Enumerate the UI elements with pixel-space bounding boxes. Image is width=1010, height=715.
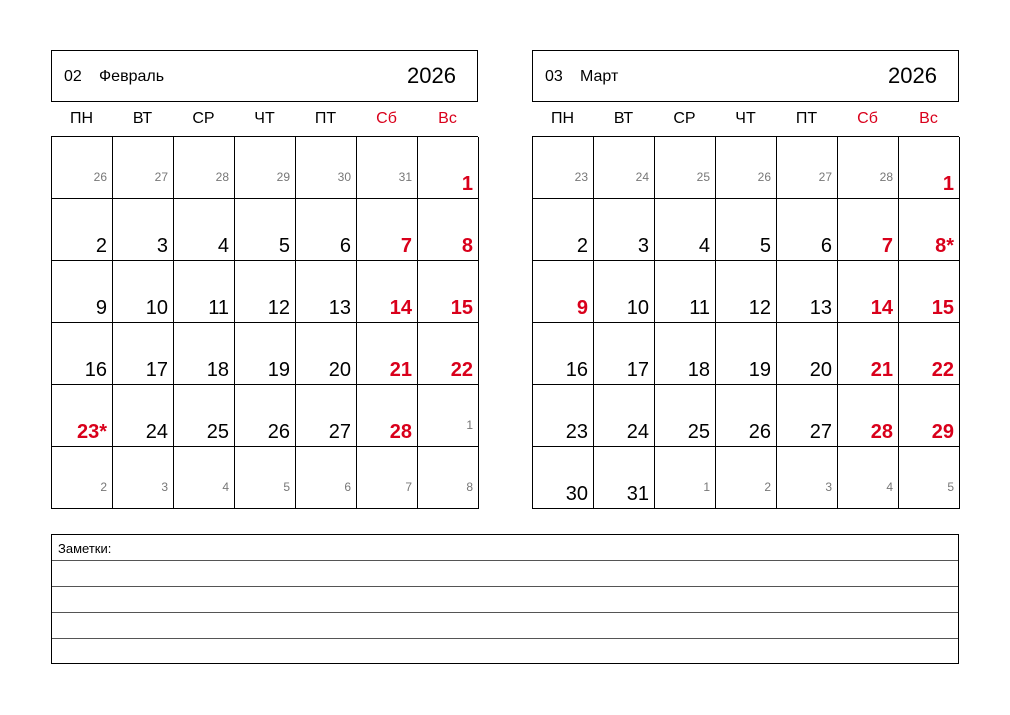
day-cell[interactable] [716, 385, 777, 447]
day-number: 6 [339, 235, 351, 257]
weekday-fri: ПТ [795, 110, 818, 127]
day-number: 2 [100, 480, 107, 494]
adjacent-month-day-cell[interactable] [655, 137, 716, 199]
day-number: 14 [389, 297, 412, 319]
month-name: Февраль [99, 68, 165, 85]
day-number: 28 [879, 170, 893, 184]
day-number: 3 [825, 480, 832, 494]
day-cell[interactable] [174, 199, 235, 261]
day-cell[interactable] [357, 261, 418, 323]
day-number: 25 [206, 421, 229, 443]
note-line [52, 638, 958, 639]
day-cell[interactable] [777, 385, 838, 447]
day-cell[interactable] [594, 385, 655, 447]
notes-box[interactable] [51, 534, 959, 664]
day-cell[interactable] [418, 137, 479, 199]
day-number: 26 [267, 421, 290, 443]
day-cell[interactable] [296, 261, 357, 323]
day-cell[interactable] [533, 261, 594, 323]
day-number: 5 [283, 480, 290, 494]
day-cell[interactable] [716, 261, 777, 323]
day-cell[interactable] [52, 261, 113, 323]
day-number: 10 [626, 297, 649, 319]
day-number: 16 [84, 359, 107, 381]
note-line [52, 586, 958, 587]
day-number: 28 [215, 170, 229, 184]
day-cell[interactable] [899, 137, 960, 199]
weekday-mon: ПН [69, 110, 94, 127]
day-cell[interactable] [533, 447, 594, 509]
day-number: 14 [870, 297, 893, 319]
day-number: 24 [145, 421, 168, 443]
month-year: 2026 [407, 63, 456, 88]
day-number: 2 [576, 235, 588, 257]
day-number: 25 [696, 170, 710, 184]
month-header [51, 50, 478, 102]
day-number: 8* [935, 235, 954, 257]
weekday-wed: СР [673, 110, 696, 127]
adjacent-month-day-cell[interactable] [777, 137, 838, 199]
day-cell[interactable] [296, 199, 357, 261]
day-cell[interactable] [533, 323, 594, 385]
day-cell[interactable] [899, 385, 960, 447]
weekday-sat: Сб [376, 110, 397, 127]
day-number: 25 [687, 421, 710, 443]
day-cell[interactable] [777, 323, 838, 385]
day-number: 31 [626, 483, 649, 505]
day-number: 11 [208, 297, 229, 319]
day-cell[interactable] [838, 199, 899, 261]
day-number: 4 [222, 480, 229, 494]
day-number: 24 [626, 421, 649, 443]
day-number: 3 [156, 235, 168, 257]
day-grid [51, 136, 478, 509]
day-number: 2 [95, 235, 107, 257]
weekday-tue: ВТ [613, 110, 634, 127]
weekday-sun: Вс [438, 110, 457, 127]
day-number: 18 [687, 359, 710, 381]
adjacent-month-day-cell[interactable] [594, 137, 655, 199]
day-number: 1 [461, 173, 473, 195]
day-cell[interactable] [716, 323, 777, 385]
day-number: 7 [400, 235, 412, 257]
day-number: 1 [466, 418, 473, 432]
day-number: 5 [278, 235, 290, 257]
day-number: 17 [626, 359, 649, 381]
day-number: 8 [466, 480, 473, 494]
adjacent-month-day-cell[interactable] [838, 447, 899, 509]
day-cell[interactable] [174, 323, 235, 385]
month-number: 02 [64, 68, 82, 85]
day-number: 8 [461, 235, 473, 257]
adjacent-month-day-cell[interactable] [52, 137, 113, 199]
day-cell[interactable] [594, 447, 655, 509]
day-cell[interactable] [296, 323, 357, 385]
month-year: 2026 [888, 63, 937, 88]
day-number: 27 [154, 170, 168, 184]
adjacent-month-day-cell[interactable] [113, 137, 174, 199]
day-number: 30 [337, 170, 351, 184]
adjacent-month-day-cell[interactable] [235, 447, 296, 509]
adjacent-month-day-cell[interactable] [357, 447, 418, 509]
day-number: 26 [748, 421, 771, 443]
day-number: 19 [267, 359, 290, 381]
day-cell[interactable] [357, 323, 418, 385]
day-number: 9 [576, 297, 588, 319]
day-cell[interactable] [235, 199, 296, 261]
day-cell[interactable] [357, 199, 418, 261]
day-cell[interactable] [113, 261, 174, 323]
day-number: 30 [565, 483, 588, 505]
day-number: 21 [870, 359, 893, 381]
day-number: 4 [698, 235, 710, 257]
adjacent-month-day-cell[interactable] [235, 137, 296, 199]
month-february [51, 50, 478, 509]
day-cell[interactable] [418, 323, 479, 385]
adjacent-month-day-cell[interactable] [838, 137, 899, 199]
weekday-sat: Сб [857, 110, 878, 127]
day-cell[interactable] [533, 385, 594, 447]
day-cell[interactable] [899, 261, 960, 323]
day-cell[interactable] [113, 323, 174, 385]
day-number: 11 [689, 297, 710, 319]
day-cell[interactable] [296, 385, 357, 447]
day-number: 29 [931, 421, 954, 443]
day-cell[interactable] [113, 385, 174, 447]
day-number: 22 [450, 359, 473, 381]
adjacent-month-day-cell[interactable] [716, 137, 777, 199]
day-cell[interactable] [899, 323, 960, 385]
note-line [52, 612, 958, 613]
adjacent-month-day-cell[interactable] [777, 447, 838, 509]
day-number: 7 [405, 480, 412, 494]
day-number: 23* [76, 421, 107, 443]
adjacent-month-day-cell[interactable] [174, 137, 235, 199]
day-number: 10 [145, 297, 168, 319]
adjacent-month-day-cell[interactable] [296, 447, 357, 509]
note-line [52, 560, 958, 561]
adjacent-month-day-cell[interactable] [113, 447, 174, 509]
weekday-thu: ЧТ [735, 110, 756, 127]
day-number: 6 [344, 480, 351, 494]
day-number: 9 [95, 297, 107, 319]
day-number: 16 [565, 359, 588, 381]
weekday-wed: СР [192, 110, 215, 127]
day-cell[interactable] [235, 385, 296, 447]
weekday-sun: Вс [919, 110, 938, 127]
day-cell[interactable] [655, 199, 716, 261]
day-number: 23 [574, 170, 588, 184]
adjacent-month-day-cell[interactable] [174, 447, 235, 509]
month-header [532, 50, 959, 102]
day-cell[interactable] [777, 199, 838, 261]
day-cell[interactable] [594, 199, 655, 261]
day-cell[interactable] [52, 385, 113, 447]
day-cell[interactable] [357, 385, 418, 447]
day-cell[interactable] [838, 323, 899, 385]
day-number: 27 [328, 421, 351, 443]
day-cell[interactable] [838, 385, 899, 447]
day-cell[interactable] [655, 323, 716, 385]
day-number: 19 [748, 359, 771, 381]
weekday-tue: ВТ [132, 110, 153, 127]
day-cell[interactable] [113, 199, 174, 261]
weekday-mon: ПН [550, 110, 575, 127]
day-number: 27 [818, 170, 832, 184]
month-march [532, 50, 959, 509]
day-number: 21 [389, 359, 412, 381]
day-number: 6 [820, 235, 832, 257]
weekday-fri: ПТ [314, 110, 337, 127]
adjacent-month-day-cell[interactable] [533, 137, 594, 199]
day-cell[interactable] [418, 261, 479, 323]
day-number: 15 [450, 297, 473, 319]
day-cell[interactable] [174, 261, 235, 323]
day-number: 3 [637, 235, 649, 257]
adjacent-month-day-cell[interactable] [899, 447, 960, 509]
day-cell[interactable] [594, 323, 655, 385]
day-number: 28 [870, 421, 893, 443]
day-number: 1 [942, 173, 954, 195]
day-cell[interactable] [418, 199, 479, 261]
day-number: 20 [809, 359, 832, 381]
day-number: 4 [217, 235, 229, 257]
day-cell[interactable] [52, 199, 113, 261]
day-cell[interactable] [899, 199, 960, 261]
day-number: 23 [565, 421, 588, 443]
month-name: Март [580, 68, 619, 85]
day-number: 13 [809, 297, 832, 319]
day-cell[interactable] [655, 261, 716, 323]
day-number: 22 [931, 359, 954, 381]
day-cell[interactable] [235, 323, 296, 385]
adjacent-month-day-cell[interactable] [418, 447, 479, 509]
day-number: 29 [276, 170, 290, 184]
day-number: 1 [703, 480, 710, 494]
day-cell[interactable] [52, 323, 113, 385]
weekday-thu: ЧТ [254, 110, 275, 127]
day-number: 26 [93, 170, 107, 184]
day-number: 24 [635, 170, 649, 184]
adjacent-month-day-cell[interactable] [52, 447, 113, 509]
day-number: 26 [757, 170, 771, 184]
day-number: 2 [764, 480, 771, 494]
adjacent-month-day-cell[interactable] [418, 385, 479, 447]
day-number: 12 [748, 297, 771, 319]
day-number: 3 [161, 480, 168, 494]
day-cell[interactable] [716, 199, 777, 261]
day-cell[interactable] [655, 385, 716, 447]
day-cell[interactable] [777, 261, 838, 323]
day-number: 31 [398, 170, 412, 184]
weekday-row [51, 102, 478, 136]
day-number: 20 [328, 359, 351, 381]
month-number: 03 [545, 68, 563, 85]
adjacent-month-day-cell[interactable] [655, 447, 716, 509]
day-number: 28 [389, 421, 412, 443]
day-grid [532, 136, 959, 509]
day-cell[interactable] [533, 199, 594, 261]
day-cell[interactable] [838, 261, 899, 323]
day-number: 17 [145, 359, 168, 381]
day-number: 18 [206, 359, 229, 381]
day-number: 7 [881, 235, 893, 257]
day-number: 5 [759, 235, 771, 257]
adjacent-month-day-cell[interactable] [716, 447, 777, 509]
adjacent-month-day-cell[interactable] [357, 137, 418, 199]
day-cell[interactable] [594, 261, 655, 323]
day-number: 13 [328, 297, 351, 319]
adjacent-month-day-cell[interactable] [296, 137, 357, 199]
day-number: 27 [809, 421, 832, 443]
notes-label: Заметки: [58, 541, 112, 556]
day-number: 12 [267, 297, 290, 319]
day-number: 4 [886, 480, 893, 494]
day-number: 15 [931, 297, 954, 319]
weekday-row [532, 102, 959, 136]
day-cell[interactable] [174, 385, 235, 447]
day-cell[interactable] [235, 261, 296, 323]
day-number: 5 [947, 480, 954, 494]
